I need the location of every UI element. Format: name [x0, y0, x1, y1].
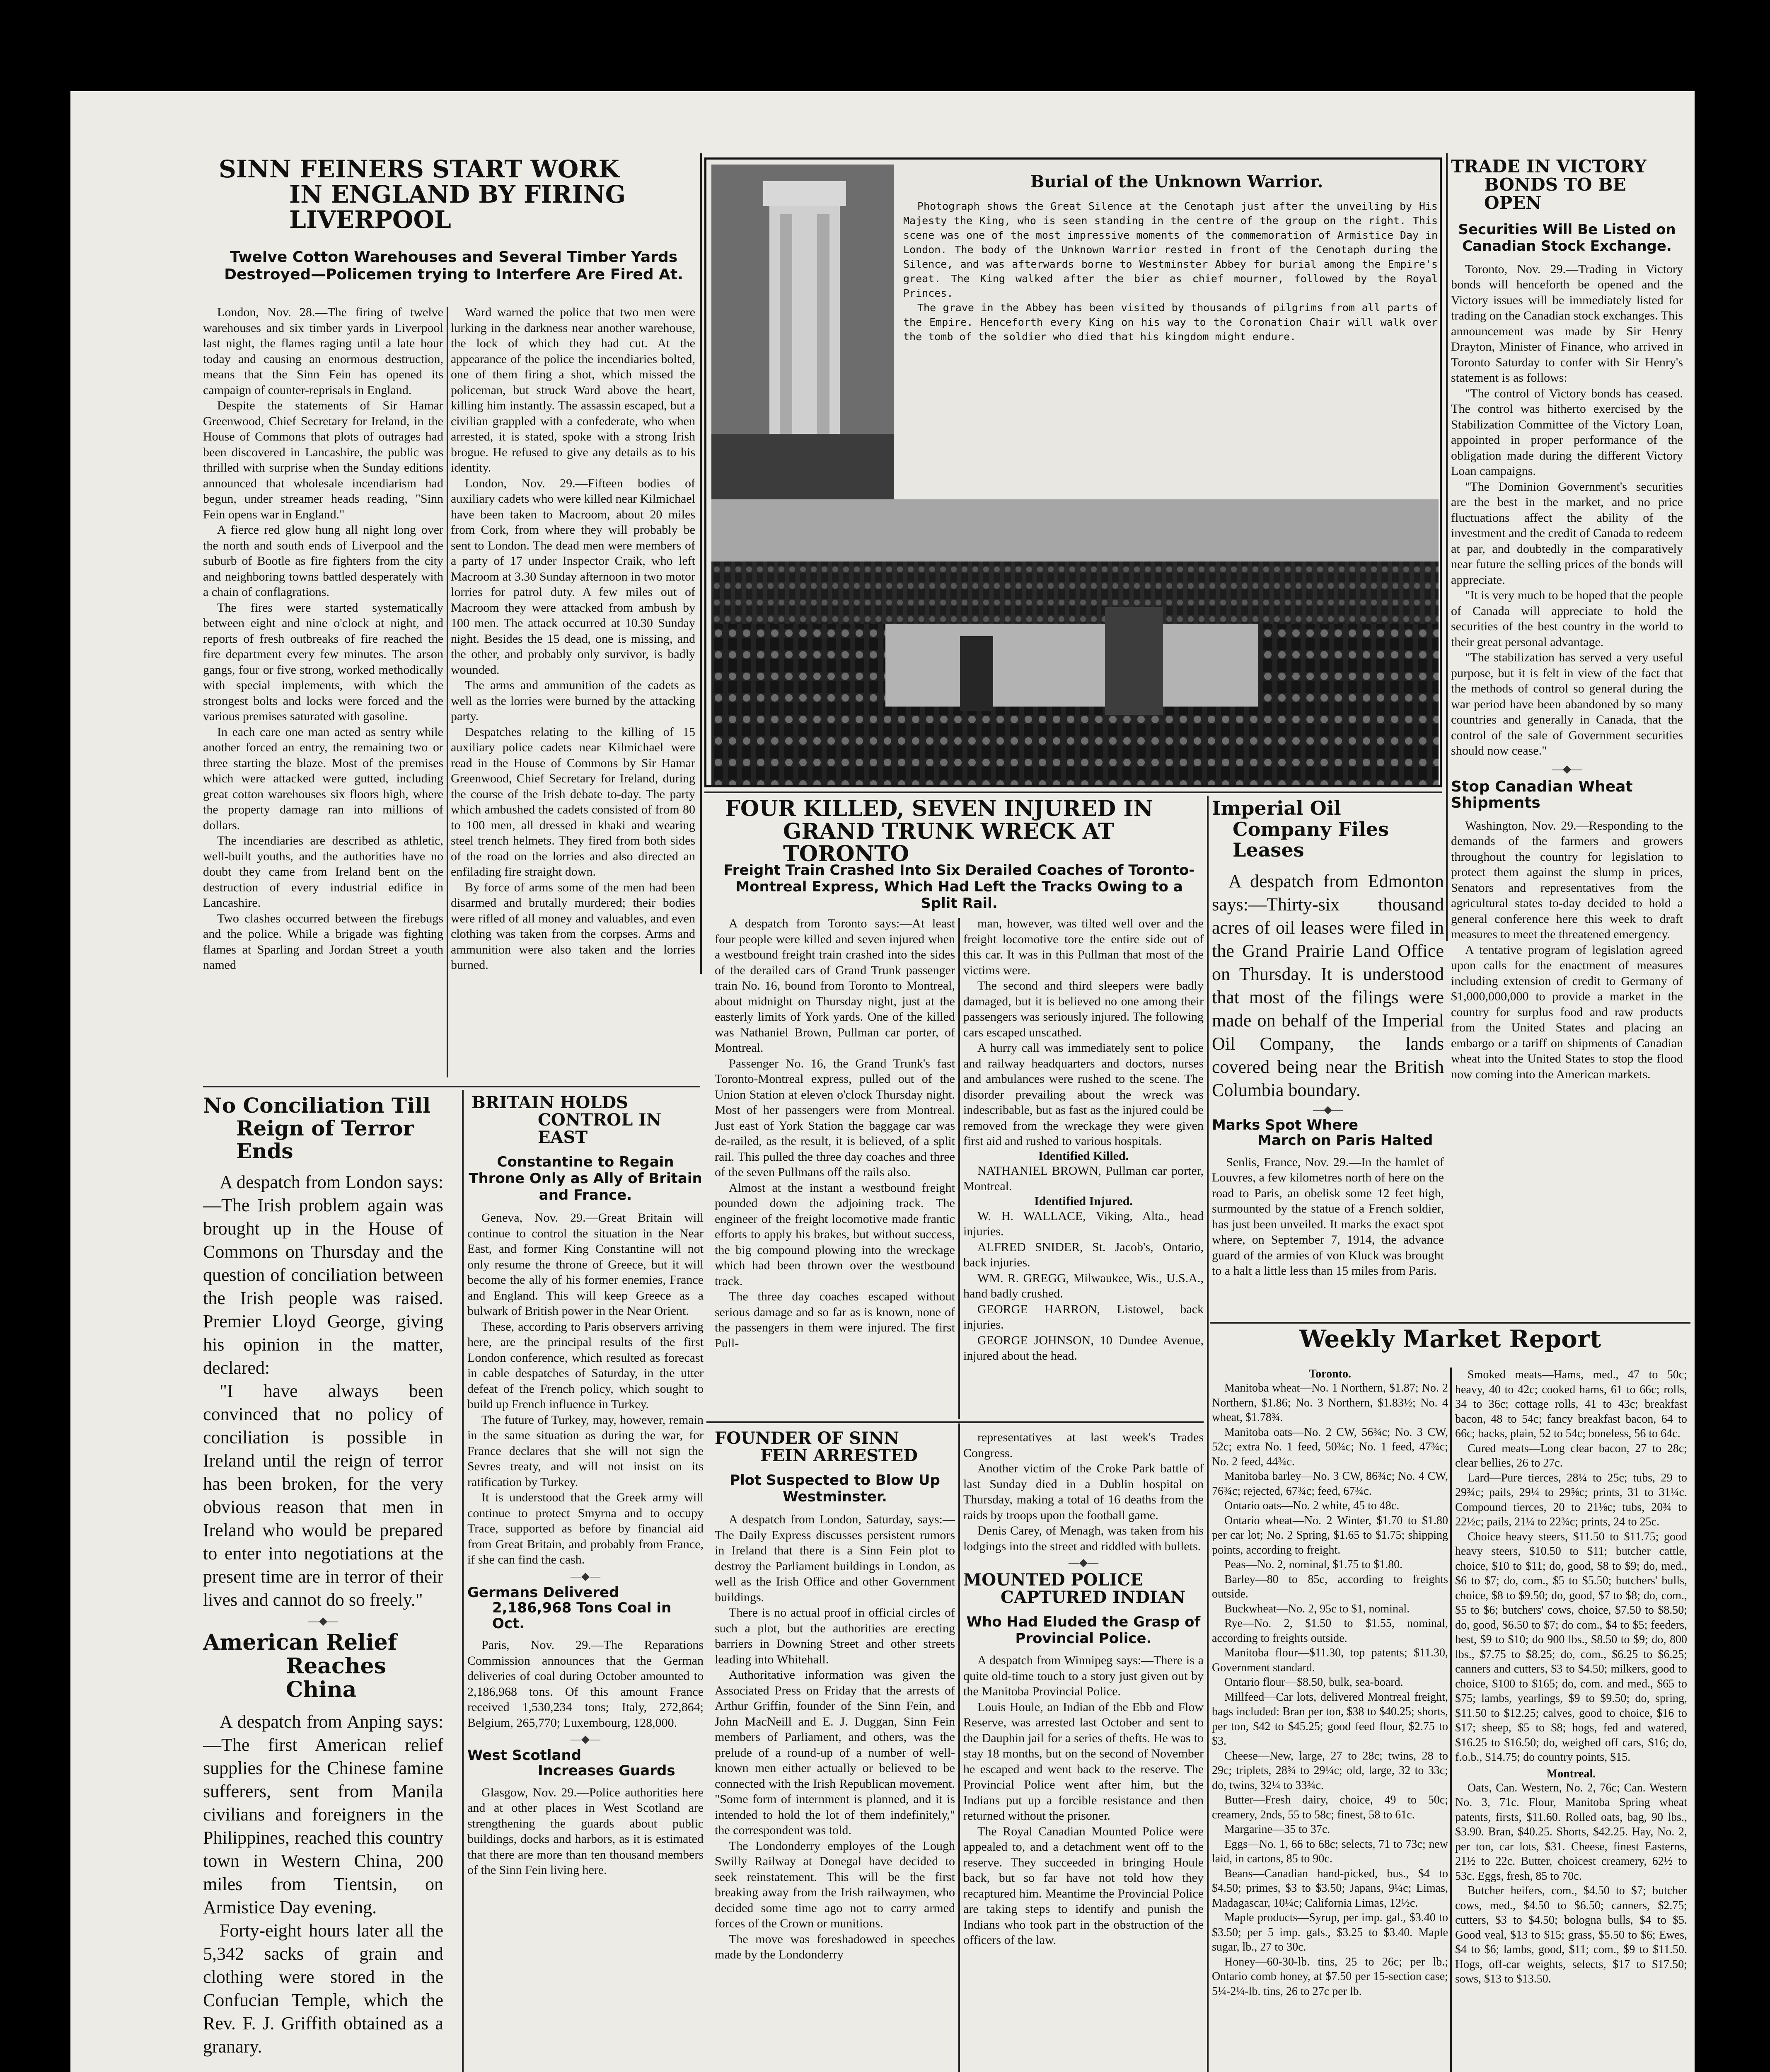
column-rule [447, 307, 448, 1077]
paragraph: A tentative program of legislation agreed upon calls for the enactment of measures including extension of credit to Germany of $1,000,000,000 to provide a market in the country for surplus food and raw products from the United States and placing an embargo or a tariff on shipments of Canadian wheat into the United States to stop the flood now coming into the American markets. [1451, 943, 1683, 1081]
market-item: Millfeed—Car lots, delivered Montreal freight, bags included: Bran per ton, $38 to $40.25; shorts, per ton, $42 to $45.25; good feed flour, $2.75 to $3. [1212, 1690, 1448, 1748]
no-conciliation-headline-2: Reign of Terror Ends [236, 1116, 414, 1163]
sinn-fein-col-1 [203, 305, 443, 1077]
trade-victory-article [1451, 156, 1683, 1081]
paragraph: A despatch from Winnipeg says:—There is a quite old-time touch to a story just given out by the Manitoba Provincial Police. [963, 1653, 1204, 1699]
paragraph: Despite the statements of Sir Hamar Greenwood, Chief Secretary for Ireland, in the House of Commons that plots of outrages had been discovered in Lancashire, the public was thrilled with surprise when the Sunday editions announced that wholesale incendiarism had begun, under streamer heads reading, "Sinn Fein opens war in England." [203, 399, 443, 521]
paragraph: Forty-eight hours later all the 5,342 sacks of grain and clothing were stored in the Confucian Temple, which the Rev. F. J. Griffith obtained as a granary. [203, 1920, 443, 2057]
market-col-1 [1212, 1368, 1448, 2072]
west-scotland-headline-2: Increases Guards [538, 1762, 675, 1779]
paragraph: London, Nov. 28.—The firing of twelve warehouses and six timber yards in Liverpool last night, the flames raging until a late hour today and causing an enormous destruction, means that the Sinn Fein has opened its campaign of counter-reprisals in England. [203, 305, 443, 397]
market-item: Peas—No. 2, nominal, $1.75 to $1.80. [1224, 1558, 1403, 1571]
killed-label: Identified Killed. [1038, 1149, 1129, 1163]
paragraph: Washington, Nov. 29.—Responding to the demands of the farmers and growers throughout the country for legislation to protect them against the slump in prices, Senators and representatives from the agricultural states to-day decided to hold a general conference here this week to draft measures to meet the threatened emergency. [1451, 818, 1683, 942]
founder-headline-1: FOUNDER OF SINN [715, 1428, 899, 1448]
paragraph: The arms and ammunition of the cadets as well as the lorries were burned by the attacking party. [451, 678, 695, 723]
paragraph: WM. R. GREGG, Milwaukee, Wis., U.S.A., hand badly crushed. [963, 1271, 1204, 1300]
paragraph: A despatch from London, Saturday, says:—The Daily Express discusses persistent rumors in Ireland that there is a Sinn Fein plot to destroy the Parliament buildings in London, as well as the Irish Office and other Government buildings. [715, 1513, 955, 1604]
photo-frame [704, 157, 1442, 787]
divider: —◆— [571, 1733, 600, 1745]
market-item: Butcher heifers, com., $4.50 to $7; butcher cows, med., $4.50 to $6.50; canners, $2.75; cutters, $3 to $4.50; bologna bulls, $4 to $5. Good veal, $13 to $15; grass, $5.50 to $6; Ewes, $4 to $6; lambs, good, $11; com., $9 to $11.50. Hogs, off-car weights, selects, $17 to $17.50; sows, $13 to $13.50. [1455, 1884, 1687, 1985]
paragraph: There is no actual proof in official circles of such a plot, but the authorities are erecting barriers in Downing Street and other streets leading into Whitehall. [715, 1606, 955, 1666]
paragraph: Another victim of the Croke Park battle of last Sunday died in a Dublin hospital on Thursday, making a total of 16 deaths from the raids by troops upon the football game. [963, 1462, 1204, 1522]
paragraph: Passenger No. 16, the Grand Trunk's fast Toronto-Montreal express, pulled out of the Union Station at eleven o'clock Thursday night. Most of her passengers were from Montreal. Just east of York Station the baggage car was de-railed, as the result, it is believed, of a split rail. This pulled the three day coaches and three of the seven Pullmans off the rails also. [715, 1056, 955, 1179]
photo-title: Burial of the Unknown Warrior. [1030, 172, 1323, 191]
grand-trunk-col-2 [963, 916, 1204, 1417]
mounted-police-headline-2: CAPTURED INDIAN [1001, 1588, 1186, 1607]
column-rule [700, 153, 702, 974]
market-item: Choice heavy steers, $11.50 to $11.75; good heavy steers, $10.50 to $11; butcher cattle, choice, $10 to $11; do, good, $8 to $9; do, med., $6 to $7; do, com., $5 to $5.50; butchers' bulls, choice, $8 to $9.50; do, good, $7 to $8; do, com., $5 to $6; butchers' cows, choice, $7.50 to $8.50; do, good, $6.50 to $7; do com., $4 to $5; feeders, best, $9 to $10; do 900 lbs., $8.50 to $9; do, 800 lbs., $7.75 to $8.25; do, com., $6.25 to $6.25; canners and cutters, $3 to $4.50; milkers, good to choice, $100 to $165; do, com. and med., $65 to $75; lambs, yearlings, $9 to $9.50; do, spring, $11.50 to $12.25; calves, good to choice, $16 to $17; sheep, $5 to $8; hogs, fed and watered, $16.25 to $16.50; do, weighed off cars, $16; do, f.o.b., $14.75; do country points, $15. [1455, 1530, 1687, 1764]
paragraph: Denis Carey, of Menagh, was taken from his lodgings into the street and riddled with bullets. [963, 1524, 1204, 1553]
paragraph: The Londonderry employes of the Lough Swilly Railway at Donegal have decided to seek reinstatement. This will be the first breaking away from the Irish railwaymen, who decided some time ago not to carry armed forces of the Crown or munitions. [715, 1839, 955, 1931]
market-item: Cured meats—Long clear bacon, 27 to 28c; clear bellies, 26 to 27c. [1455, 1442, 1687, 1469]
market-item: Ontario flour—$8.50, bulk, sea-board. [1224, 1676, 1403, 1689]
market-item: Rye—No. 2, $1.50 to $1.55, nominal, according to freights outside. [1212, 1617, 1448, 1645]
paragraph: man, however, was tilted well over and the freight locomotive tore the entire side out of this car. It was in this Pullman that most of the victims were. [963, 917, 1204, 977]
mounted-police-headline-1: MOUNTED POLICE [963, 1570, 1143, 1590]
divider: —◆— [1552, 762, 1582, 775]
market-item: Barley—80 to 85c, according to freights outside. [1212, 1573, 1448, 1600]
trade-deck: Securities Will Be Listed on Canadian Stock Exchange. [1458, 221, 1676, 255]
paragraph: The move was foreshadowed in speeches made by the Londonderry [715, 1932, 955, 1962]
divider: —◆— [308, 1615, 338, 1627]
founder-col-1 [715, 1430, 955, 2072]
wheat-headline: Stop Canadian Wheat Shipments [1451, 778, 1633, 812]
paragraph: Authoritative information was given the Associated Press on Friday that the arrests of Arthur Griffin, founder of the Sinn Fein, and John MacNeill and E. J. Duggan, Sinn Fein members of Parliament, and others, was the prelude of a round-up of a number of well-known men either actually or believed to be connected with the Irish Republican movement. "Some form of internment is planned, and it is intended to hold the lot of them indefinitely," the correspondent was told. [715, 1668, 955, 1837]
trade-headline-1: TRADE IN VICTORY [1451, 156, 1647, 177]
britain-holds-headline-2: CONTROL IN EAST [538, 1110, 662, 1147]
injured-label: Identified Injured. [1034, 1194, 1133, 1208]
paragraph: NATHANIEL BROWN, Pullman car porter, Montreal. [963, 1164, 1204, 1193]
paragraph: These, according to Paris observers arriving here, are the principal results of the first London conference, which resulted as forecast in cable despatches of Saturday, in the utter defeat of the French policy, which sought to build up French influence in Turkey. [467, 1319, 704, 1411]
column-rule [1450, 1368, 1452, 2072]
paragraph: The incendiaries are described as athletic, well-built youths, and the authorities have no doubt they came from Ireland bent on the destruction of every industrial edifice in Lancashire. [203, 834, 443, 910]
montreal-label: Montreal. [1546, 1767, 1596, 1780]
imperial-oil-headline-1: Imperial Oil [1212, 797, 1341, 819]
paragraph: Almost at the instant a westbound freight pounded down the adjoining track. The engineer of the freight locomotive made frantic efforts to apply his brakes, but without success, the big compound plowing into the wreckage which had been thrown over the westbound track. [715, 1181, 955, 1288]
paragraph: The second and third sleepers were badly damaged, but it is believed no one among their passengers was seriously injured. The following cars escaped unscathed. [963, 979, 1204, 1039]
founder-deck: Plot Suspected to Blow Up Westminster. [730, 1472, 940, 1506]
cenotaph-photo [711, 165, 894, 504]
section-rule [706, 1421, 1204, 1423]
grand-trunk-headline-2: GRAND TRUNK WRECK AT TORONTO [783, 818, 1114, 867]
column-rule [958, 1423, 960, 2072]
imperial-oil-headline-2: Company Files Leases [1233, 818, 1389, 862]
caption-paragraph: The grave in the Abbey has been visited by thousands of pilgrims from all parts of the Empire. Henceforth every King on his way to the Coronation Chair will walk over the tomb of the soldier who died that his kingdom might endure. [903, 302, 1438, 343]
grand-trunk-headline-1: FOUR KILLED, SEVEN INJURED IN [725, 796, 1153, 821]
britain-holds-article [467, 1094, 704, 2072]
sinn-fein-headline-1: SINN FEINERS START WORK [219, 155, 619, 183]
paragraph: Glasgow, Nov. 29.—Police authorities here and at other places in West Scotland are strengthening the guards about public buildings, docks and harbors, as it is estimated that there are more than ten thousand members of the Sinn Fein living here. [467, 1785, 704, 1877]
paragraph: "The Dominion Government's securities are the best in the market, and no price fluctuations affect the ability of the investment and the credit of Canada to redeem at par, and doubtedly in the comparatively near future the selling prices of the bonds will appreciate. [1451, 479, 1683, 587]
market-item: Smoked meats—Hams, med., 47 to 50c; heavy, 40 to 42c; cooked hams, 61 to 66c; rolls, 34 to 36c; cottage rolls, 41 to 43c; breakfast bacon, 48 to 54c; fancy breakfast bacon, 64 to 66c; backs, plain, 52 to 54c; boneless, 56 to 64c. [1455, 1368, 1687, 1440]
market-item: Manitoba oats—No. 2 CW, 56¾c; No. 3 CW, 52c; extra No. 1 feed, 50¾c; No. 1 feed, 47¾c; No. 2 feed, 44¾c. [1212, 1426, 1448, 1468]
paragraph: Paris, Nov. 29.—The Reparations Commission announces that the German deliveries of coal during October amounted to 2,186,968 tons. Of this amount France received 1,530,234 tons; Italy, 272,864; Belgium, 265,770; Luxembourg, 128,000. [467, 1638, 704, 1730]
no-conciliation-article [203, 1094, 443, 2072]
paragraph: "It is very much to be hoped that the people of Canada will appreciate to hold the securities of the best country in the world to their great personal advantage. [1451, 588, 1683, 649]
divider: —◆— [1313, 1103, 1343, 1116]
sinn-fein-deck: Twelve Cotton Warehouses and Several Timber Yards Destroyed—Policemen trying to Interfere Are Fired At. [224, 249, 683, 283]
paragraph: A hurry call was immediately sent to police and railway headquarters and doctors, nurses and ambulances were rushed to the scene. The disorder prevailing about the wreck was indescribable, but as fast as the injured could be removed from the wreckage they were given first aid and rushed to various hospitals. [963, 1041, 1204, 1148]
market-item: Ontario oats—No. 2 white, 45 to 48c. [1224, 1499, 1400, 1512]
market-item: Buckwheat—No. 2, 95c to $1, nominal. [1224, 1602, 1410, 1615]
market-item: Oats, Can. Western, No. 2, 76c; Can. Western No. 3, 71c. Flour, Manitoba Spring wheat patents, firsts, $11.60. Rolled oats, bag, 90 lbs., $3.90. Bran, $40.25. Shorts, $42.25. Hay, No. 2, per ton, car lots, $31. Cheese, finest Easterns, 21½ to 22c. Butter, choicest creamery, 62½ to 53c. Eggs, fresh, 85 to 70c. [1455, 1781, 1687, 1883]
divider: —◆— [571, 1570, 600, 1582]
paragraph: The future of Turkey, may, however, remain in the same situation as during the war, for France declares that she will not sign the Sevres treaty, and will not insist on its ratification by Turkey. [467, 1413, 704, 1489]
paragraph: A despatch from Anping says:—The first American relief supplies for the Chinese famine sufferers, sent from Manila civilians and foreigners in the Philippines, reached this country town in Western China, 200 miles from Tientsin, on Armistice Day evening. [203, 1711, 443, 1917]
section-rule [1210, 1322, 1690, 1324]
market-item: Eggs—No. 1, 66 to 68c; selects, 71 to 73c; new laid, in cartons, 85 to 90c. [1212, 1837, 1448, 1865]
sinn-fein-col-2 [451, 305, 695, 1077]
market-headline: Weekly Market Report [1299, 1325, 1601, 1353]
paragraph: Louis Houle, an Indian of the Ebb and Flow Reserve, was arrested last October and sent to the Dauphin jail for a series of thefts. He was to stay 18 months, but on the second of November he escaped and went back to the reserve. The Provincial Police went after him, but the Indians put up a forcible resistance and then returned without the prisoner. [963, 1700, 1204, 1823]
germans-coal-headline-2: 2,186,968 Tons Coal in Oct. [492, 1600, 672, 1632]
column-rule [1207, 796, 1209, 2072]
paragraph: Geneva, Nov. 29.—Great Britain will continue to control the situation in the Near East, and former King Constantine will not only resume the throne of Greece, but it will become the ally of his former enemies, France and England. This will keep Greece as a bulwark of British power in the Near Orient. [467, 1211, 704, 1318]
paragraph: "The stabilization has served a very useful purpose, but it is felt in view of the fact that the methods of control so general during the war period have been abandoned by so many countries and generally in Canada, that the control of the sale of Government securities should now cease." [1451, 651, 1683, 758]
marks-spot-headline-2: March on Paris Halted [1257, 1132, 1433, 1149]
toronto-label: Toronto. [1309, 1368, 1351, 1380]
imperial-oil-article [1212, 798, 1444, 1320]
paragraph: A despatch from London says:—The Irish problem again was brought up in the House of Commons on Thursday and the question of conciliation between the Irish people was raised. Premier Lloyd George, giving his opinion in the matter, declared: [203, 1172, 443, 1378]
market-item: Cheese—New, large, 27 to 28c; twins, 28 to 29c; triplets, 28¾ to 29¼c; old, large, 32 to 33c; do, twins, 32¼ to 33¾c. [1212, 1749, 1448, 1792]
column-rule [1446, 153, 1448, 941]
market-item: Maple products—Syrup, per imp. gal., $3.40 to $3.50; per 5 imp. gals., $3.25 to $3.40. Maple sugar, lb., 27 to 30c. [1212, 1911, 1448, 1953]
paragraph: The three day coaches escaped without serious damage and so far as is known, none of the passengers in them were injured. The first Pull- [715, 1290, 955, 1350]
paragraph: "I have always been convinced that no policy of conciliation is possible in Ireland until the reign of terror has been broken, for the very obvious reason that men in Ireland who would be prepared to enter into negotiations at the present time are in terror of their lives and cannot do so freely." [203, 1381, 443, 1610]
paragraph: ALFRED SNIDER, St. Jacob's, Ontario, back injuries. [963, 1240, 1204, 1269]
market-item: Butter—Fresh dairy, choice, 49 to 50c; creamery, 2nds, 55 to 58c; finest, 58 to 61c. [1212, 1794, 1448, 1821]
market-item: Honey—60-30-lb. tins, 25 to 26c; per lb.; Ontario comb honey, at $7.50 per 15-section case; 5¼-2¼-lb. tins, 26 to 27c per lb. [1212, 1955, 1448, 1998]
section-rule [704, 792, 1442, 793]
paragraph: Senlis, France, Nov. 29.—In the hamlet of Louvres, a few kilometres north of here on the road to Paris, an obelisk some 12 feet high, surmounted by the statue of a French soldier, has just been unveiled. It marks the exact spot where, on September 7, 1914, the advance guard of the armies of von Kluck was brought to a halt a little less than 15 miles from Paris. [1212, 1155, 1444, 1278]
paragraph: GEORGE HARRON, Listowel, back injuries. [963, 1302, 1204, 1331]
armistice-crowd-photo [711, 499, 1439, 785]
sinn-fein-headline [219, 157, 695, 240]
paragraph: representatives at last week's Trades Congress. [963, 1431, 1204, 1460]
founder-col-2 [963, 1430, 1204, 2072]
britain-holds-deck: Constantine to Regain Throne Only as Ally of Britain and France. [469, 1154, 702, 1204]
divider: —◆— [1069, 1556, 1098, 1569]
mounted-police-deck: Who Had Eluded the Grasp of Provincial Police. [966, 1614, 1201, 1647]
market-item: Manitoba barley—No. 3 CW, 86¾c; No. 4 CW, 76¾c; rejected, 67¾c; feed, 67¾c. [1212, 1470, 1448, 1498]
paragraph: Despatches relating to the killing of 15 auxiliary police cadets near Kilmichael were read in the House of Commons by Sir Hamar Greenwood, Chief Secretary for Ireland, during the course of the Irish debate to-day. The party which ambushed the cadets consisted of from 80 to 100 men, all dressed in khaki and wearing steel trench helmets. They fired from both sides of the road on the lorries and also directed an enfilading fire straight down. [451, 725, 695, 879]
paragraph: By force of arms some of the men had been disarmed and brutally murdered; their bodies were rifled of all money and valuables, and even clothing was taken from the corpses. Arms and ammunition were also taken and the lorries burned. [451, 880, 695, 972]
caption-paragraph: Photograph shows the Great Silence at the Cenotaph just after the unveiling by His Majesty the King, who is seen standing in the centre of the group on the right. This scene was one of the most impressive moments of the commemoration of Armistice Day in London. The body of the Unknown Warrior rested in front of the Cenotaph during the Silence, and was afterwards borne to Westminster Abbey for burial among the Empire's great. The King walked after the bier as chief mourner, followed by the Royal Princes. [903, 200, 1438, 299]
trade-headline-2: BONDS TO BE OPEN [1484, 174, 1626, 213]
paragraph: In each care one man acted as sentry while another forced an entry, the remaining two or three starting the blaze. Most of the premises which were attacked were gutted, including great cotton warehouses six floors high, where the property damage ran into millions of dollars. [203, 725, 443, 832]
american-relief-headline-1: American Relief [203, 1630, 397, 1655]
west-scotland-headline-1: West Scotland [467, 1747, 582, 1764]
grand-trunk-deck: Freight Train Crashed Into Six Derailed Coaches of Toronto-Montreal Express, Which Had Left the Tracks Owing to a Split Rail. [723, 862, 1195, 912]
column-rule [462, 1090, 464, 2072]
market-item: Margarine—35 to 37c. [1224, 1823, 1330, 1836]
grand-trunk-col-1 [715, 916, 955, 1417]
paragraph: Toronto, Nov. 29.—Trading in Victory bonds will henceforth be opened and the Victory issues will be immediately listed for trading on the Canadian stock exchanges. This announcement was made by Sir Henry Drayton, Minister of Finance, who arrived in Toronto Saturday to confer with Sir Henry's statement is as follows: [1451, 262, 1683, 385]
newspaper-page [70, 91, 1695, 2072]
market-item: Ontario wheat—No. 2 Winter, $1.70 to $1.80 per car lot; No. 2 Spring, $1.65 to $1.75; shipping points, according to freight. [1212, 1514, 1448, 1556]
founder-headline-2: FEIN ARRESTED [760, 1446, 918, 1465]
sinn-fein-headline-2: IN ENGLAND BY FIRING LIVERPOOL [289, 180, 626, 234]
germans-coal-headline-1: Germans Delivered [467, 1584, 619, 1601]
paragraph: A despatch from Toronto says:—At least four people were killed and seven injured when a westbound freight train crashed into the sides of the derailed cars of Grand Trunk passenger train No. 16, bound from Toronto to Montreal, about midnight on Thursday night, just at the easterly limits of York yards. One of the killed was Nathaniel Brown, Pullman car porter, of Montreal. [715, 917, 955, 1055]
market-col-2 [1455, 1368, 1687, 2072]
market-item: Manitoba wheat—No. 1 Northern, $1.87; No. 2 Northern, $1.86; No. 3 Northern, $1.83½; No. 4 wheat, $1.78¾. [1212, 1382, 1448, 1424]
paragraph: London, Nov. 29.—Fifteen bodies of auxiliary cadets who were killed near Kilmichael have been taken to Macroom, about 20 miles from Cork, from where they will probably be sent to London. The dead men were members of a party of 17 under Inspector Craik, who left Macroom at 3.30 Sunday afternoon in two motor lorries for patrol duty. A few miles out of Macroom they were attacked from ambush by 100 men. The attack occurred at 10.30 Sunday night. Besides the 15 dead, one is missing, and the other, and probably only survivor, is badly wounded. [451, 476, 695, 677]
market-item: Lard—Pure tierces, 28¼ to 25c; tubs, 29 to 29¾c; pails, 29¼ to 29⅝c; prints, 31 to 31¼c. Compound tierces, 20 to 21⅛c; tubs, 20¾ to 22½c; pails, 21¼ to 22¾c; prints, 24 to 25c. [1455, 1471, 1687, 1528]
paragraph: Ward warned the police that two men were lurking in the darkness near another warehouse, the lock of which they had cut. At the appearance of the police the incendiaries bolted, one of them firing a shot, which missed the policeman, but struck Ward above the heart, killing him instantly. The assassin escaped, but a civilian grappled with a confederate, who when arrested, it is stated, spoke with a strong Irish brogue. He refused to give any details as to his identity. [451, 305, 695, 474]
paragraph: "The control of Victory bonds has ceased. The control was hitherto exercised by the Stabilization Committee of the Victory Loan, appointed in proper performance of the obligation made during the different Victory Loan campaigns. [1451, 386, 1683, 478]
paragraph: GEORGE JOHNSON, 10 Dundee Avenue, injured about the head. [963, 1333, 1204, 1363]
market-item: Beans—Canadian hand-picked, bus., $4 to $4.50; primes, $3 to $3.50; Japans, 9¼c; Limas, Madagascar, 10¼c; California Limas, 12½c. [1212, 1867, 1448, 1910]
market-item: Manitoba flour—$11.30, top patents; $11.30, Government standard. [1212, 1646, 1448, 1674]
britain-holds-headline-1: BRITAIN HOLDS [472, 1093, 628, 1112]
column-rule [958, 918, 960, 1419]
paragraph: Two clashes occurred between the firebugs and the police. While a brigade was fighting flames at Sparling and Jordan Street a youth named [203, 911, 443, 972]
paragraph: A fierce red glow hung all night long over the north and south ends of Liverpool and the suburb of Bootle as fire fighters from the city and neighboring towns battled desperately with a chain of conflagrations. [203, 523, 443, 599]
paragraph: A despatch from Edmonton says:—Thirty-six thousand acres of oil leases were filed in the Grand Prairie Land Office on Thursday. It is understood that most of the filings were made on behalf of the Imperial Oil Company, the lands covered being near the British Columbia boundary. [1212, 871, 1444, 1100]
no-conciliation-headline-1: No Conciliation Till [203, 1093, 431, 1118]
grand-trunk-headline [725, 798, 1202, 866]
marks-spot-headline-1: Marks Spot Where [1212, 1116, 1359, 1133]
paragraph: The fires were started systematically between eight and nine o'clock at night, and reports of fresh outbreaks of fire reached the fire department every few minutes. The arson gangs, four or five strong, worked methodically with special implements, with which the strongest bolts and locks were forced and the various premises saturated with gasoline. [203, 600, 443, 723]
paragraph: It is understood that the Greek army will continue to protect Smyrna and to occupy Trace, supported as before by financial aid from Great Britain, and probably from France, if she can find the cash. [467, 1491, 704, 1567]
american-relief-headline-2: Reaches China [286, 1653, 386, 1703]
section-rule [203, 1086, 700, 1087]
paragraph: W. H. WALLACE, Viking, Alta., head injuries. [963, 1209, 1204, 1238]
photo-caption [903, 199, 1438, 344]
paragraph: The Royal Canadian Mounted Police were appealed to, and a detachment went off to the reserve. They succeeded in bringing Houle back, but so far have not told how they recaptured him. Meantime the Provincial Police are taking steps to identify and punish the Indians who took part in the obstruction of the officers of the law. [963, 1824, 1204, 1947]
